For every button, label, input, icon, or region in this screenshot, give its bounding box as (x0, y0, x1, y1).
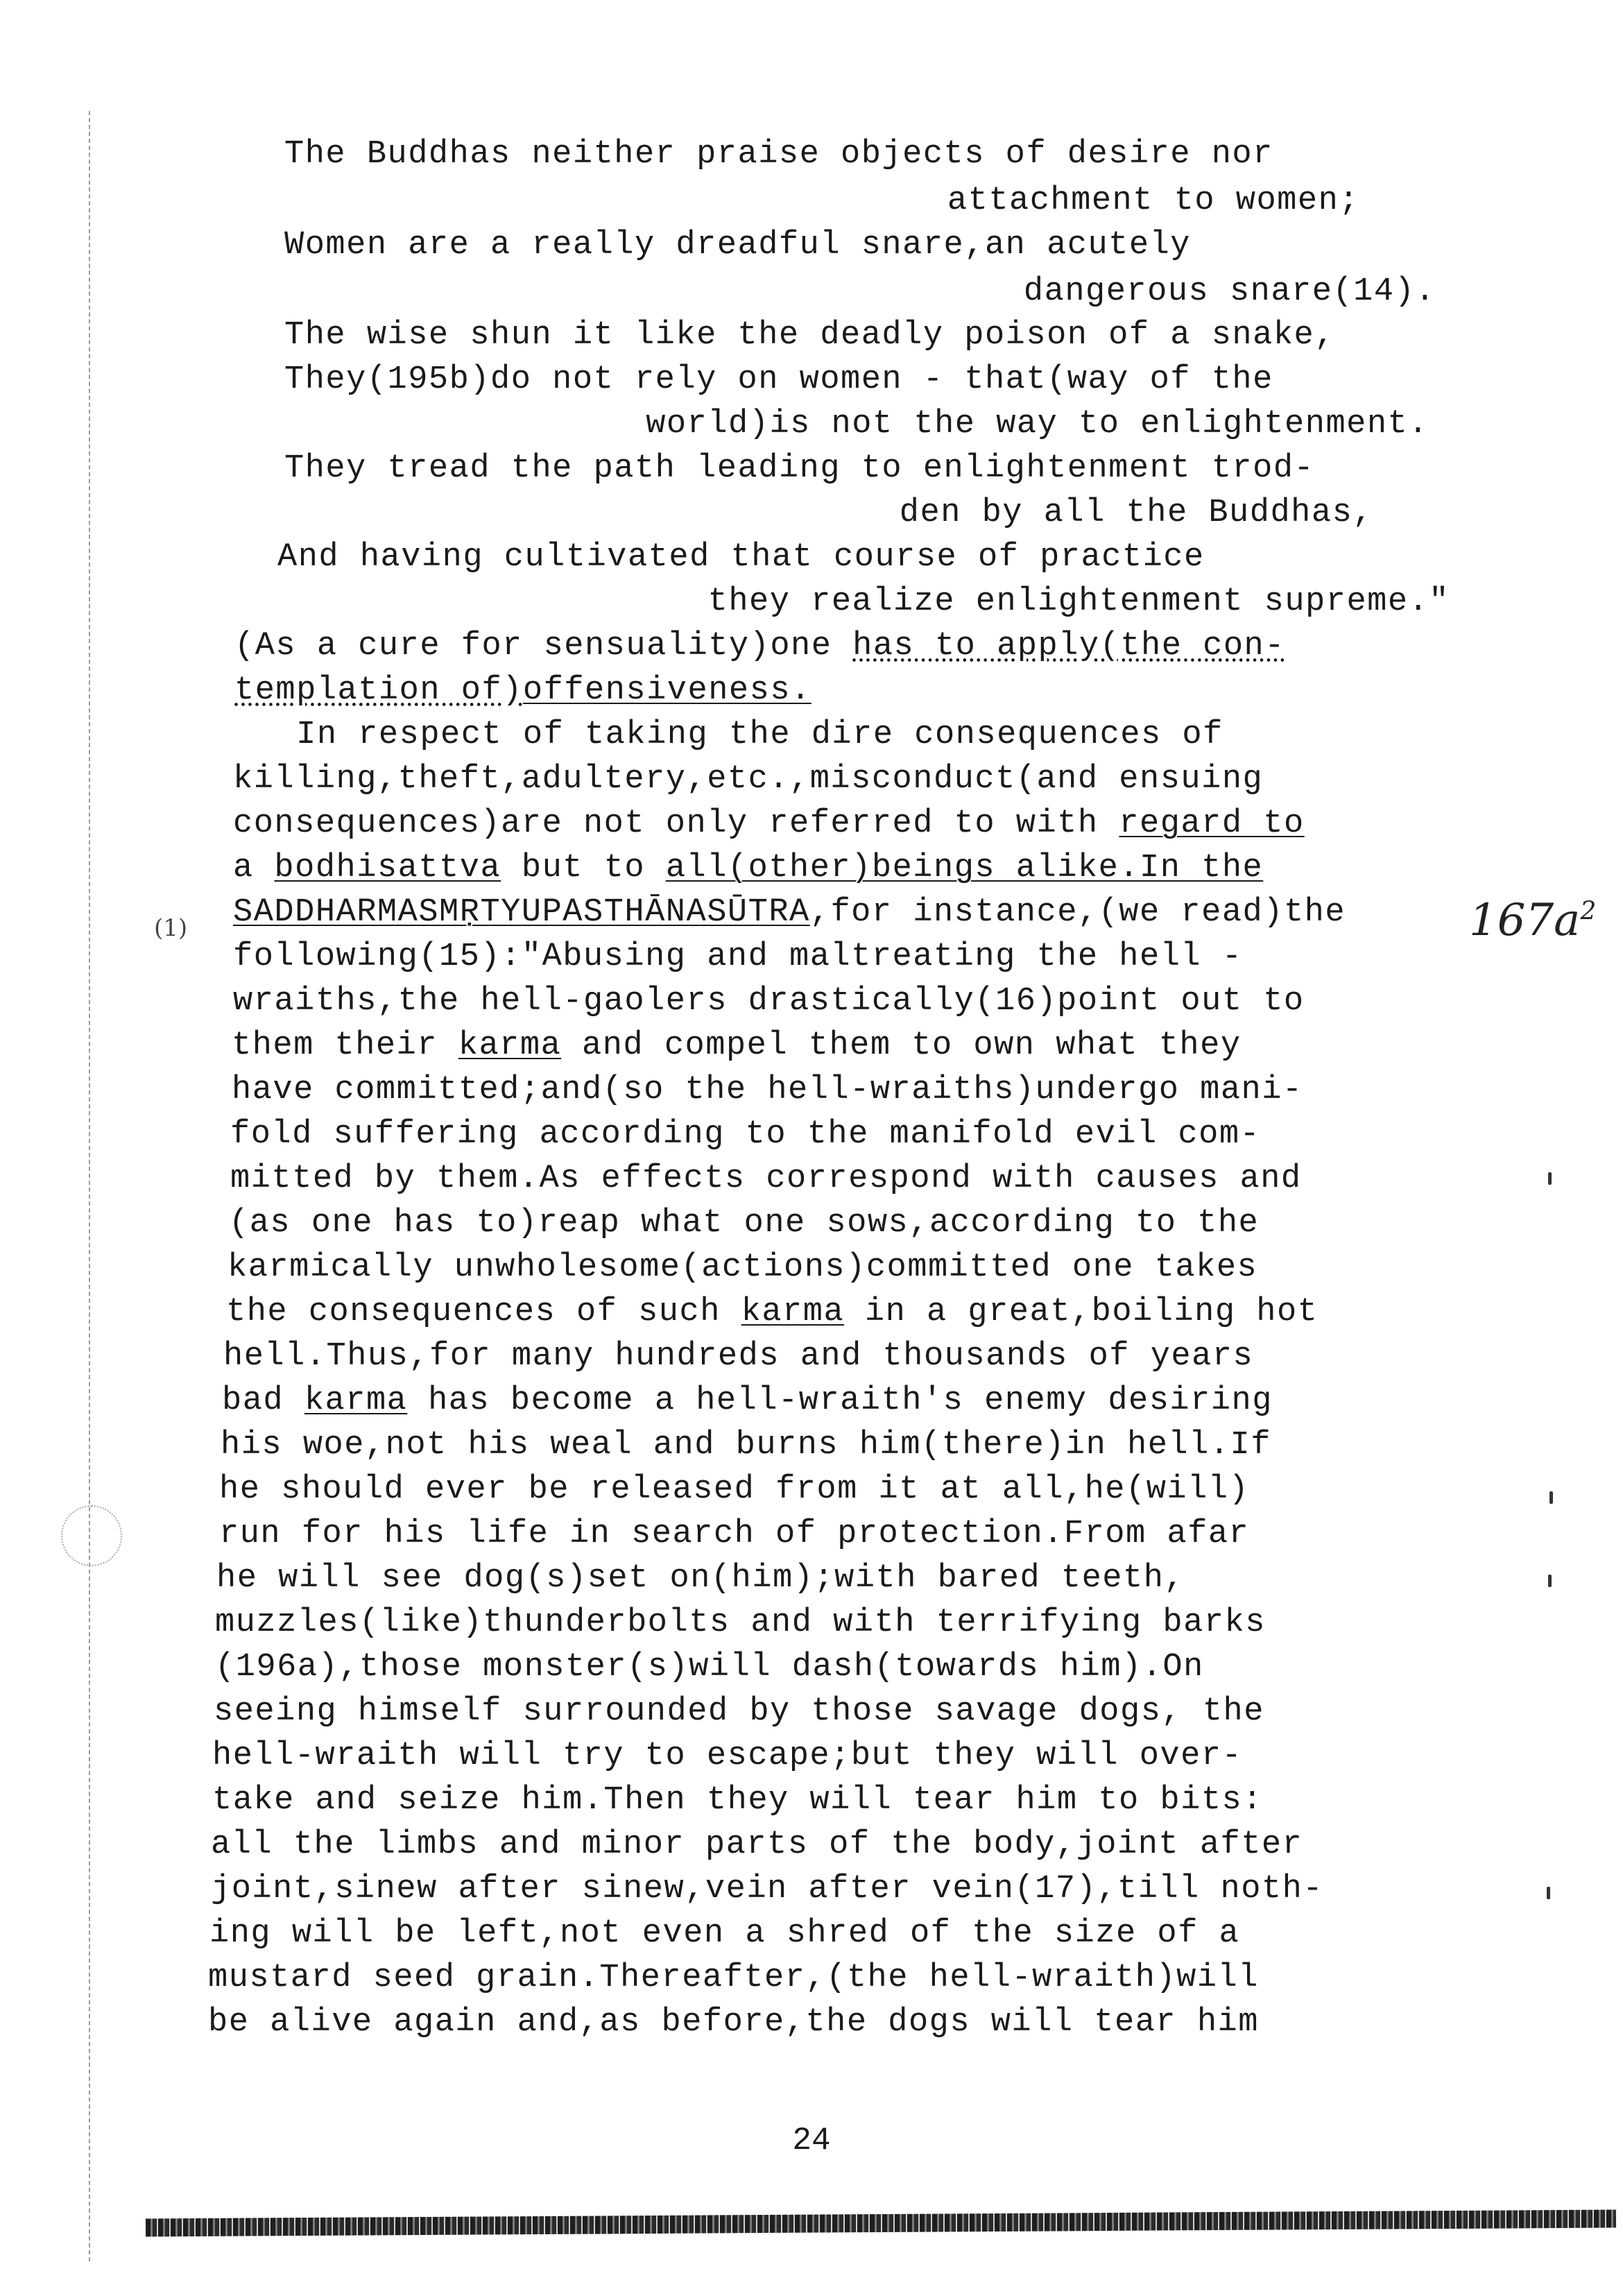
handwritten-folio-note: $167a^2$ (1469, 895, 1597, 946)
prose-line: hell.Thus,for many hundreds and thousands of years (223, 1338, 1254, 1375)
margin-footnote-mark: (1) (154, 914, 188, 942)
prose-line: the consequences of such karma in a great,boiling hot (226, 1294, 1319, 1330)
sutra-title: SADDHARMASMṚTYUPASTHĀNASŪTRA (233, 894, 810, 931)
scan-speck (1548, 1172, 1552, 1185)
prose-line: run for his life in search of protection.From afar (219, 1516, 1250, 1552)
prose-line: mustard seed grain.Thereafter,(the hell-wraith)will (208, 1960, 1259, 1996)
verse-line: They tread the path leading to enlightenment trod- (284, 450, 1315, 487)
prose-line: killing,theft,adultery,etc.,misconduct(and ensuing (233, 761, 1264, 798)
punch-hole (61, 1505, 122, 1566)
verse-line: attachment to women; (947, 182, 1359, 219)
verse-line: The wise shun it like the deadly poison of a snake, (284, 317, 1335, 354)
prose-line: a bodhisattva but to all(other)beings alike.In the (233, 850, 1264, 886)
prose-line: consequences)are not only referred to with regard to (233, 805, 1305, 842)
scan-speck (1549, 1491, 1553, 1504)
prose-line: muzzles(like)thunderbolts and with terrifying barks (215, 1604, 1266, 1641)
prose-line: he should ever be released from it at all,he(will) (219, 1471, 1250, 1508)
scan-speck (1548, 1575, 1552, 1587)
prose-line: following(15):"Abusing and maltreating the hell - (233, 939, 1243, 975)
verse-line: They(195b)do not rely on women - that(way of the (284, 361, 1273, 398)
scan-edge-band (146, 2210, 1616, 2237)
prose-line: have committed;and(so the hell-wraiths)undergo mani- (232, 1072, 1303, 1108)
verse-line: The Buddhas neither praise objects of desire nor (284, 136, 1273, 173)
underlined-term: karma (741, 1294, 845, 1330)
underlined-phrase: offensiveness. (522, 672, 812, 709)
underlined-phrase: has to apply(the con- (852, 628, 1285, 665)
prose-line: karmically unwholesome(actions)committed one takes (227, 1249, 1258, 1286)
verse-line: Women are a really dreadful snare,an acutely (284, 227, 1192, 264)
prose-line: take and seize him.Then they will tear him to bits: (212, 1782, 1263, 1819)
page-number: 24 (792, 2123, 831, 2159)
prose-line: his woe,not his weal and burns him(there)in hell.If (221, 1427, 1271, 1464)
underlined-term: bodhisattva (274, 850, 501, 886)
prose-line: fold suffering according to the manifold evil com- (230, 1116, 1261, 1153)
underlined-phrase: all(other)beings alike.In the (665, 850, 1264, 886)
underlined-phrase: templation of) (234, 672, 523, 709)
prose-line: ing will be left,not even a shred of the size of a (209, 1915, 1240, 1952)
prose-line: joint,sinew after sinew,vein after vein(17),till noth- (211, 1871, 1324, 1908)
prose-line: them their karma and compel them to own what they (232, 1027, 1242, 1064)
binding-margin-line (89, 111, 90, 2261)
prose-line: be alive again and,as before,the dogs will tear him (208, 2004, 1259, 2041)
verse-line: den by all the Buddhas, (899, 495, 1373, 531)
scan-speck (1547, 1887, 1550, 1899)
prose-line: seeing himself surrounded by those savage dogs, the (214, 1693, 1264, 1730)
verse-line: dangerous snare(14). (1023, 273, 1436, 310)
prose-line: In respect of taking the dire consequences of (234, 717, 1223, 753)
prose-line: (196a),those monster(s)will dash(towards him).On (215, 1649, 1204, 1686)
underlined-term: karma (304, 1382, 408, 1419)
prose-line (234, 671, 812, 710)
verse-line: And having cultivated that course of practice (277, 539, 1205, 576)
prose-line: he will see dog(s)set on(him);with bared teeth, (216, 1560, 1185, 1597)
prose-line: bad karma has become a hell-wraith's enemy desiring (222, 1382, 1273, 1419)
prose-line: wraiths,the hell-gaolers drastically(16)point out to (233, 983, 1305, 1020)
prose-line: mitted by them.As effects correspond with causes and (230, 1160, 1302, 1197)
underlined-term: karma (458, 1027, 562, 1064)
verse-line: they realize enlightenment supreme." (707, 583, 1450, 620)
verse-line: world)is not the way to enlightenment. (646, 406, 1429, 443)
underlined-phrase: regard to (1119, 805, 1305, 842)
prose-line: (as one has to)reap what one sows,according to the (229, 1205, 1260, 1242)
prose-line: hell-wraith will try to escape;but they will over- (212, 1738, 1243, 1774)
prose-line: all the limbs and minor parts of the body,joint after (211, 1826, 1303, 1863)
prose-line: (As a cure for sensuality)one has to apply(the con- (234, 628, 1285, 665)
prose-line: SADDHARMASMṚTYUPASTHĀNASŪTRA,for instance,(we read)the (233, 894, 1346, 931)
